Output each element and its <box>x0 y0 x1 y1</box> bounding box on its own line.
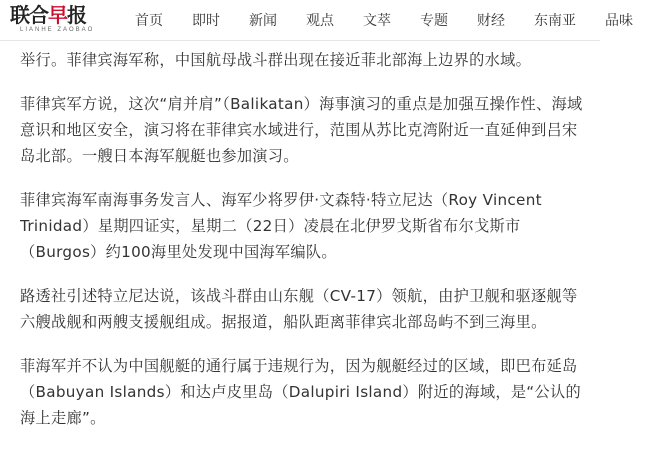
logo-text-part-1: 联合 <box>10 3 48 27</box>
article-paragraph-2: 菲律宾军方说，这次“肩并肩”（Balikatan）海事演习的重点是加强互操作性、海域意识和地区安全，演习将在菲律宾水域进行，范围从苏比克湾附近一直延伸到吕宋岛北部。一艘日本海军舰艇也参加演习。 <box>20 95 583 165</box>
main-nav <box>135 0 662 40</box>
top-navigation-bar <box>0 0 633 41</box>
logo-wordmark <box>10 4 110 26</box>
article-paragraph-5: 菲海军并不认为中国舰艇的通行属于违规行为，因为舰艇经过的区域，即巴布延岛（Babuyan Islands）和达卢皮里岛（Dalupiri Island）附近的海域，是“公认的海上走廊”。 <box>20 357 581 427</box>
article-paragraph-1: 举行。菲律宾海军称，中国航母战斗群出现在接近菲北部海上边界的水域。 <box>20 51 532 69</box>
nav-item-realtime[interactable]: 即时 <box>192 13 220 29</box>
nav-item-finance[interactable]: 财经 <box>477 13 505 29</box>
nav-item-news[interactable]: 新闻 <box>249 13 277 29</box>
article-body <box>20 41 590 449</box>
nav-item-opinion[interactable]: 观点 <box>306 13 334 29</box>
logo-subtitle: LIANHE ZAOBAO <box>20 27 95 33</box>
nav-item-home[interactable]: 首页 <box>135 13 163 29</box>
nav-item-digest[interactable]: 文萃 <box>363 13 391 29</box>
article-paragraph-4: 路透社引述特立尼达说，该战斗群由山东舰（CV-17）领航，由护卫舰和驱逐舰等六艘战舰和两艘支援舰组成。据报道，船队距离菲律宾北部岛屿不到三海里。 <box>20 287 578 331</box>
logo-text-part-2: 早 <box>48 3 67 27</box>
article-paragraph-3: 菲律宾海军南海事务发言人、海军少将罗伊·文森特·特立尼达（Roy Vincent Trinidad）星期四证实，星期二（22日）凌晨在北伊罗戈斯省布尔戈斯市（Burgos）约100海里处发现中国海军编队。 <box>20 191 542 261</box>
nav-item-specials[interactable]: 专题 <box>420 13 448 29</box>
nav-item-lifestyle[interactable]: 品味 <box>605 13 633 29</box>
logo-text-part-3: 报 <box>67 3 86 27</box>
zaobao-logo[interactable] <box>10 4 110 36</box>
nav-item-southeast-asia[interactable]: 东南亚 <box>534 13 576 29</box>
